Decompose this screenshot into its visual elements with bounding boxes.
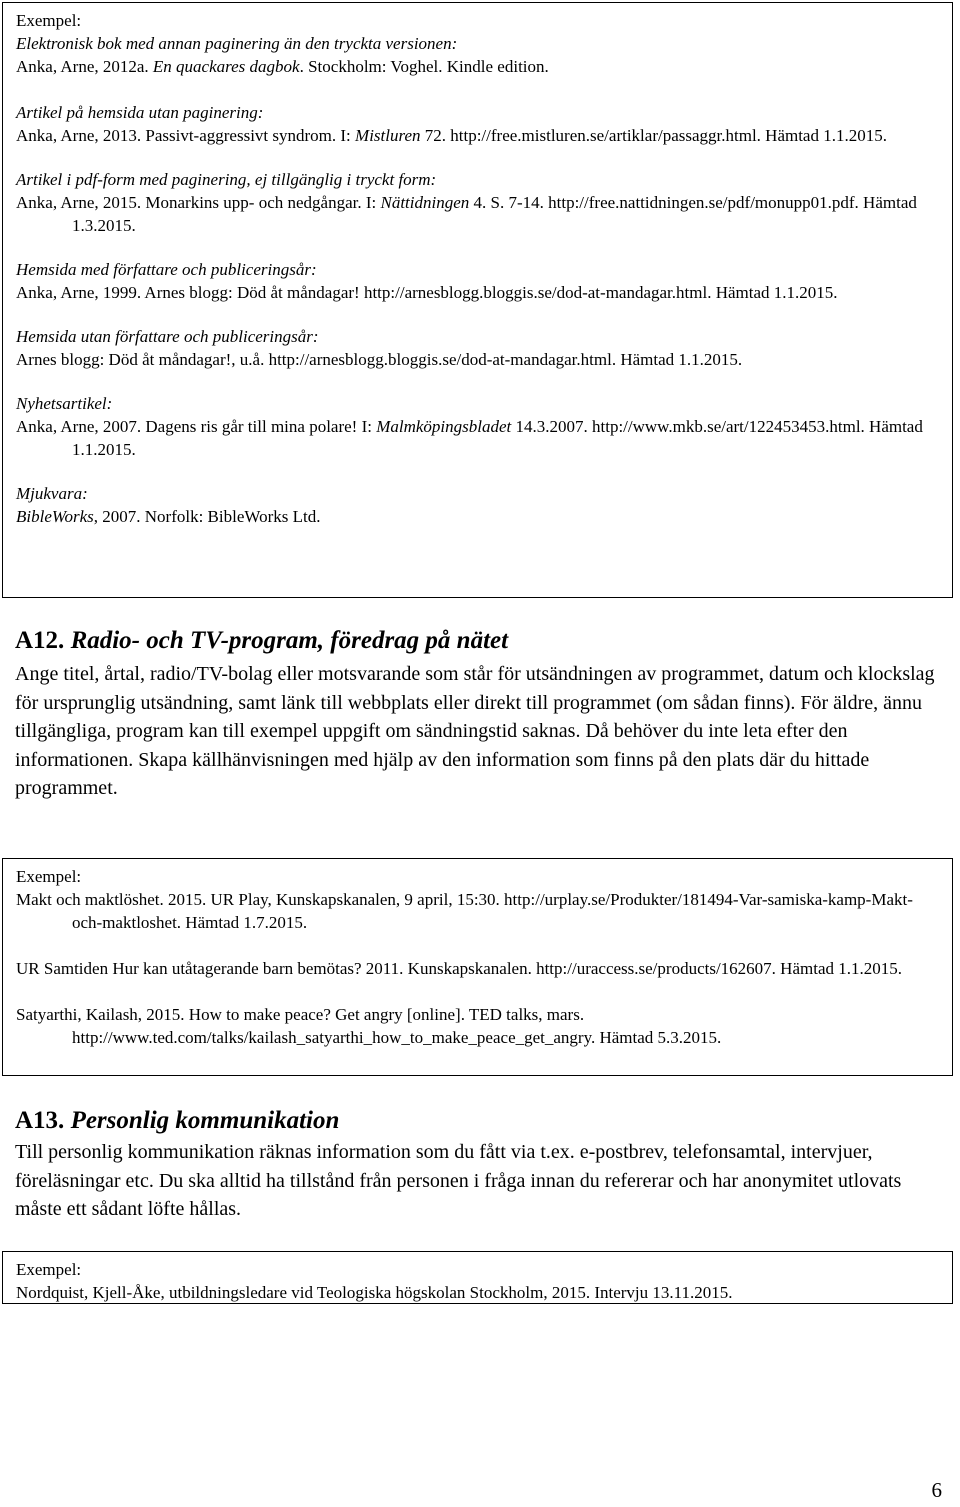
examples-box-radio-tv	[2, 858, 953, 1076]
section-title: Radio- och TV-program, föredrag på nätet	[70, 627, 509, 654]
article-pdf-reference: Anka, Arne, 2015. Monarkins upp- och nedgångar. I: Nättidningen 4. S. 7-14. http://free.nattidningen.se/pdf/monupp01.pdf. Hämtad 1.3.2015.	[16, 193, 917, 235]
homepage-author-reference: Anka, Arne, 1999. Arnes blogg: Död åt måndagar! http://arnesblogg.bloggis.se/dod-at-mandagar.html. Hämtad 1.1.2015.	[16, 283, 838, 302]
section-number: A12.	[15, 627, 65, 654]
section-a13-body: Till personlig kommunikation räknas information som du fått via t.ex. e-postbrev, telefonsamtal, intervjuer, föreläsningar etc. Du ska alltid ha tillstånd från personen i fråga innan du refererar och har anonymitet utlovats måste ett sådant löfte hållas.	[15, 1141, 902, 1220]
ebook-label: Elektronisk bok med annan paginering än den tryckta versionen:	[16, 34, 458, 53]
page-number: 6	[931, 1478, 942, 1502]
news-label: Nyhetsartikel:	[16, 394, 113, 413]
section-a12-body: Ange titel, årtal, radio/TV-bolag eller motsvarande som står för utsändningen av programmet, datum och klockslag för ursprunglig utsändning, samt länk till webbplats eller direkt till programmet (om sådan finns). För äldre, ännu tillgängliga, program kan till exempel uppgift om sändningstid saknas. Då behöver du inte leta efter den informationen. Skapa källhänvisningen med hjälp av den information som finns på den plats där du hittade programmet.	[15, 663, 935, 799]
software-label: Mjukvara:	[16, 484, 88, 503]
section-number: A13.	[15, 1107, 65, 1134]
examples-box-electronic	[2, 2, 953, 598]
article-pdf-label: Artikel i pdf-form med paginering, ej tillgänglig i tryckt form:	[16, 170, 437, 189]
section-heading-a12	[15, 626, 508, 656]
section-title: Personlig kommunikation	[70, 1107, 340, 1134]
reference-item: UR Samtiden Hur kan utåtagerande barn bemötas? 2011. Kunskapskanalen. http://uraccess.se/products/162607. Hämtad 1.1.2015.	[16, 959, 902, 978]
example-label: Exempel:	[16, 1260, 82, 1279]
example-label: Exempel:	[16, 11, 82, 30]
section-heading-a13	[15, 1106, 339, 1136]
example-label: Exempel:	[16, 867, 82, 886]
news-reference: Anka, Arne, 2007. Dagens ris går till mina polare! I: Malmköpingsbladet 14.3.2007. http://www.mkb.se/art/122453453.html. Hämtad 1.1.2015.	[16, 417, 923, 459]
homepage-no-author-label: Hemsida utan författare och publiceringsår:	[16, 327, 319, 346]
reference-item: Satyarthi, Kailash, 2015. How to make peace? Get angry [online]. TED talks, mars. http://www.ted.com/talks/kailash_satyarthi_how_to_make_peace_get_angry. Hämtad 5.3.2015.	[16, 1005, 722, 1047]
software-reference: BibleWorks, 2007. Norfolk: BibleWorks Ltd.	[16, 507, 321, 526]
ebook-reference: Anka, Arne, 2012a. En quackares dagbok. Stockholm: Voghel. Kindle edition.	[16, 57, 549, 76]
homepage-no-author-reference: Arnes blogg: Död åt måndagar!, u.å. http://arnesblogg.bloggis.se/dod-at-mandagar.html. Hämtad 1.1.2015.	[16, 350, 743, 369]
homepage-author-label: Hemsida med författare och publiceringsår:	[16, 260, 317, 279]
article-web-reference: Anka, Arne, 2013. Passivt-aggressivt syndrom. I: Mistluren 72. http://free.mistluren.se/artiklar/passaggr.html. Hämtad 1.1.2015.	[16, 126, 887, 145]
reference-item: Makt och maktlöshet. 2015. UR Play, Kunskapskanalen, 9 april, 15:30. http://urplay.se/Produkter/181494-Var-samiska-kamp-Makt-och-maktloshet. Hämtad 1.7.2015.	[16, 890, 913, 932]
reference-item: Nordquist, Kjell-Åke, utbildningsledare vid Teologiska högskolan Stockholm, 2015. Intervju 13.11.2015.	[16, 1283, 733, 1302]
article-web-label: Artikel på hemsida utan paginering:	[16, 103, 264, 122]
examples-box-personal	[2, 1251, 953, 1304]
